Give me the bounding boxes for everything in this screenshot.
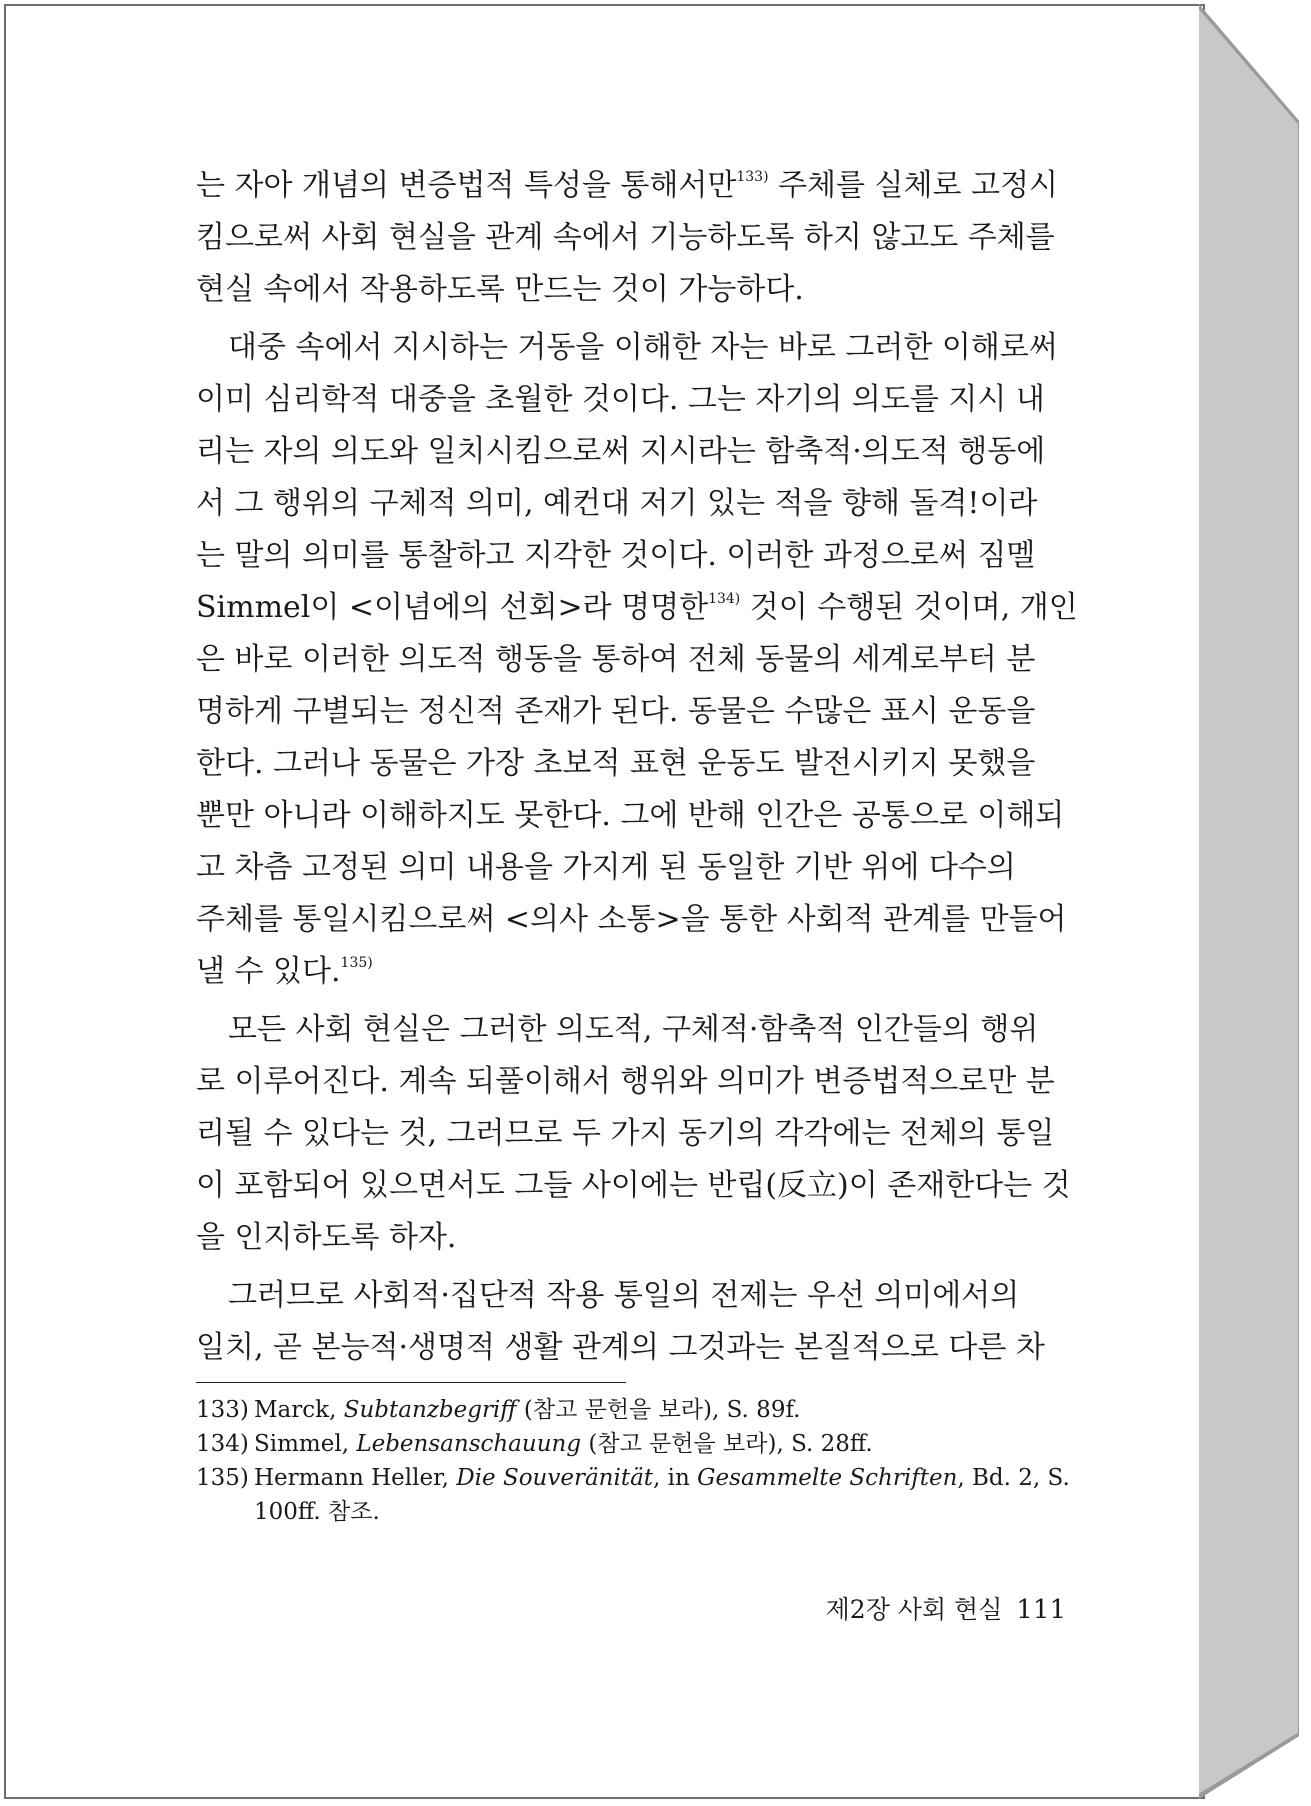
text-line	[196, 582, 1081, 634]
running-footer	[806, 1590, 1066, 1626]
text-line: 그러므로 사회적·집단적 작용 통일의 전제는 우선 의미에서의	[228, 1278, 1020, 1313]
text-segment: 것이 수행된 것이며, 개인	[740, 590, 1078, 625]
footnote-text: , Bd. 2, S.	[957, 1465, 1070, 1491]
text-line: 로 이루어진다. 계속 되풀이해서 행위와 의미가 변증법적으로만 분	[196, 1064, 1055, 1099]
text-segment: Simmel이 <이념에의 선회>라 명명한	[196, 590, 709, 625]
paragraph-1	[196, 160, 1081, 316]
text-line: 은 바로 이러한 의도적 행동을 통하여 전체 동물의 세계로부터 분	[196, 642, 1036, 677]
footnote-title: Gesammelte Schriften	[697, 1465, 958, 1491]
footnote-text: (참고 문헌을 보라), S. 28ff.	[581, 1431, 873, 1457]
text-line	[196, 160, 1081, 212]
text-line: 리될 수 있다는 것, 그러므로 두 가지 동기의 각각에는 전체의 통일	[196, 1116, 1055, 1151]
paragraph-4	[196, 1270, 1081, 1374]
footnote-ref-133[interactable]: 133)	[736, 169, 769, 185]
paragraph-3	[196, 1004, 1081, 1264]
text-segment: 낼 수 있다.	[196, 954, 341, 989]
footnote-text: Simmel,	[254, 1431, 357, 1457]
footnote-text: Hermann Heller,	[254, 1465, 457, 1491]
footnotes	[196, 1393, 1081, 1529]
text-line: 현실 속에서 작용하도록 만드는 것이 가능하다.	[196, 272, 804, 307]
footnote-ref-134[interactable]: 134)	[708, 591, 741, 607]
page-number: 111	[1016, 1595, 1066, 1625]
text-line: 일치, 곧 본능적·생명적 생활 관계의 그것과는 본질적으로 다른 차	[196, 1330, 1045, 1365]
footnote-ref-135[interactable]: 135)	[340, 955, 373, 971]
text-line: 이미 심리학적 대중을 초월한 것이다. 그는 자기의 의도를 지시 내	[196, 382, 1045, 417]
footnote-title: Subtanzbegriff	[343, 1397, 517, 1423]
text-line: 는 말의 의미를 통찰하고 지각한 것이다. 이러한 과정으로써 짐멜	[196, 538, 1036, 573]
footnote-title: Lebensanschauung	[356, 1431, 582, 1457]
text-line: 뿐만 아니라 이해하지도 못한다. 그에 반해 인간은 공통으로 이해되	[196, 798, 1065, 833]
text-line: 을 인지하도록 하자.	[196, 1220, 457, 1255]
footnote-number: 133)	[196, 1397, 249, 1423]
text-line: 한다. 그러나 동물은 가장 초보적 표현 운동도 발전시키지 못했을	[196, 746, 1036, 781]
footnote-135-continued: 100ff. 참조.	[254, 1499, 380, 1525]
footnote-text: Marck,	[254, 1397, 344, 1423]
footnote-title: Die Souveränität	[456, 1465, 654, 1491]
text-line: 서 그 행위의 구체적 의미, 예컨대 저기 있는 적을 향해 돌격!이라	[196, 486, 1038, 521]
chapter-title: 제2장 사회 현실	[825, 1595, 1003, 1624]
text-line: 리는 자의 의도와 일치시킴으로써 지시라는 함축적·의도적 행동에	[196, 434, 1046, 469]
footnote-text: , in	[653, 1465, 698, 1491]
text-line: 명하게 구별되는 정신적 존재가 된다. 동물은 수많은 표시 운동을	[196, 694, 1036, 729]
text-line: 모든 사회 현실은 그러한 의도적, 구체적·함축적 인간들의 행위	[228, 1012, 1039, 1047]
footnote-134	[196, 1427, 1081, 1461]
body-text	[196, 160, 1081, 1374]
text-line: 주체를 통일시킴으로써 <의사 소통>을 통한 사회적 관계를 만들어	[196, 902, 1067, 937]
book-page-edge	[1199, 4, 1299, 1799]
footnote-separator	[196, 1382, 626, 1383]
footnote-number: 134)	[196, 1431, 249, 1457]
text-line: 고 차츰 고정된 의미 내용을 가지게 된 동일한 기반 위에 다수의	[196, 850, 1016, 885]
footnote-135	[196, 1461, 1081, 1495]
paragraph-2	[196, 322, 1081, 998]
text-line	[196, 946, 1081, 998]
footnote-133	[196, 1393, 1081, 1427]
text-line: 킴으로써 사회 현실을 관계 속에서 기능하도록 하지 않고도 주체를	[196, 220, 1055, 255]
text-segment: 는 자아 개념의 변증법적 특성을 통해서만	[196, 168, 737, 203]
text-segment: 주체를 실체로 고정시	[768, 168, 1058, 203]
text-line: 이 포함되어 있으면서도 그들 사이에는 반립(反立)이 존재한다는 것	[196, 1168, 1071, 1203]
text-line: 대중 속에서 지시하는 거동을 이해한 자는 바로 그러한 이해로써	[228, 330, 1058, 365]
footnote-number: 135)	[196, 1465, 249, 1491]
footnote-text: (참고 문헌을 보라), S. 89f.	[516, 1397, 801, 1423]
